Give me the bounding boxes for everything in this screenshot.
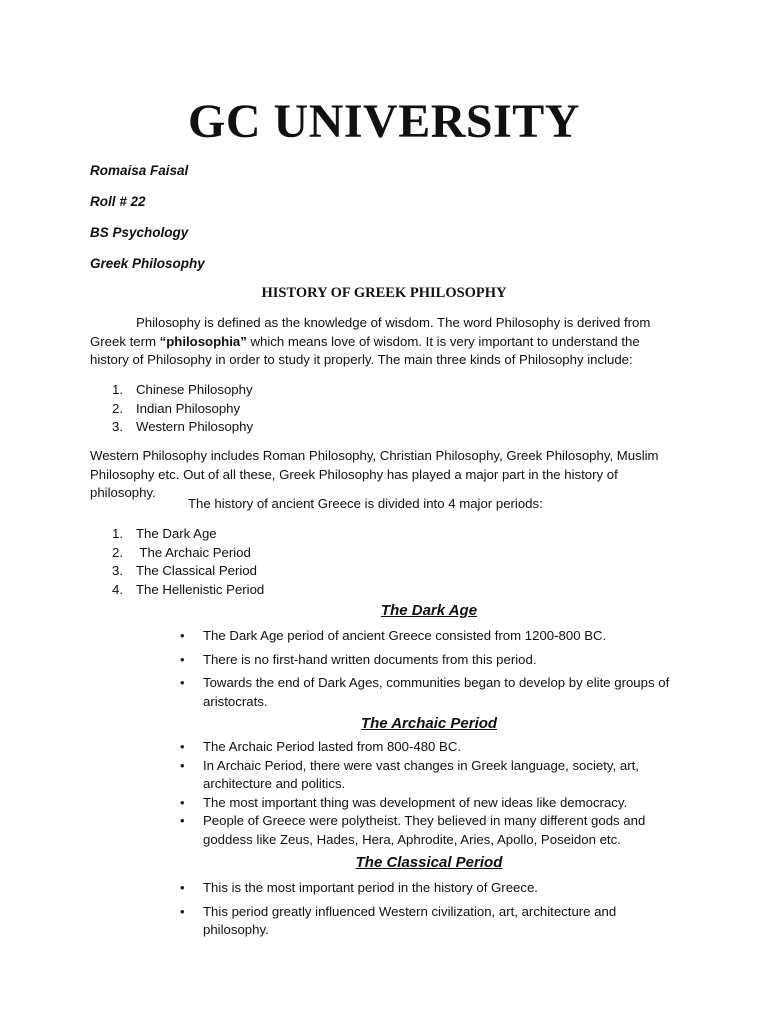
bullet-text: In Archaic Period, there were vast changes in Greek language, society, art, architecture and politics. — [203, 757, 639, 792]
bullet-item — [180, 794, 680, 813]
list-number: 3. — [112, 563, 123, 579]
list-item — [112, 418, 253, 437]
list-number: 2. — [112, 544, 123, 560]
classical-bullets — [180, 879, 680, 940]
bullet-item — [180, 674, 680, 711]
bullet-item — [180, 757, 680, 794]
list-item — [112, 562, 264, 581]
kinds-list — [112, 381, 253, 437]
list-number: 4. — [112, 581, 123, 597]
list-number: 1. — [112, 526, 123, 541]
roll-number: Roll # 22 — [90, 194, 146, 209]
periods-intro: The history of ancient Greece is divided into 4 major periods: — [188, 496, 543, 511]
list-item — [112, 544, 264, 563]
program-name: BS Psychology — [90, 225, 189, 240]
bullet-icon: • — [180, 794, 185, 810]
bullet-icon: • — [180, 675, 185, 691]
list-text: Indian Philosophy — [136, 400, 241, 416]
bullet-text: This period greatly influenced Western civilization, art, architecture and philosophy. — [203, 903, 617, 938]
course-name: Greek Philosophy — [90, 256, 205, 271]
bullet-text: The Dark Age period of ancient Greece consisted from 1200-800 BC. — [203, 628, 607, 643]
section-title: HISTORY OF GREEK PHILOSOPHY — [261, 285, 507, 301]
intro-text-b: which means love of wisdom. It is very important to understand the history of Philosophy in order to study it properly. The main three kinds of Philosophy include: — [90, 333, 640, 368]
list-item — [112, 400, 253, 419]
heading-classical-period: The Classical Period — [355, 854, 503, 871]
list-text: The Hellenistic Period — [136, 581, 265, 597]
list-number: 1. — [112, 382, 123, 397]
intro-text-a: Philosophy is defined as the knowledge of wisdom. The word Philosophy is derived from Greek term — [90, 315, 651, 349]
intro-paragraph — [90, 314, 680, 370]
list-number: 2. — [112, 400, 123, 416]
bullet-text: Towards the end of Dark Ages, communities began to develop by elite groups of aristocrats. — [203, 675, 670, 709]
bullet-text: The Archaic Period lasted from 800-480 BC. — [203, 739, 462, 754]
bullet-item — [180, 879, 680, 898]
bullet-item — [180, 812, 680, 849]
list-item — [112, 581, 264, 600]
bullet-icon: • — [180, 813, 185, 829]
archaic-bullets — [180, 738, 680, 850]
list-item — [112, 525, 264, 544]
list-number: 3. — [112, 419, 123, 435]
author-name: Romaisa Faisal — [90, 163, 189, 178]
bullet-item — [180, 903, 680, 940]
bullet-text: This is the most important period in the history of Greece. — [203, 880, 538, 895]
bullet-icon: • — [180, 628, 185, 643]
western-paragraph: Western Philosophy includes Roman Philosophy, Christian Philosophy, Greek Philosophy, Muslim Philosophy etc. Out of all these, Greek Philosophy has played a major part in the history of philosophy. — [90, 448, 659, 501]
bullet-item — [180, 627, 680, 646]
list-text: Chinese Philosophy — [136, 382, 253, 397]
heading-dark-age: The Dark Age — [380, 602, 478, 619]
page-title: GC UNIVERSITY — [188, 95, 580, 148]
bullet-icon: • — [180, 651, 185, 667]
dark-age-bullets — [180, 627, 680, 711]
periods-list — [112, 525, 264, 599]
bullet-text: People of Greece were polytheist. They believed in many different gods and goddess like Zeus, Hades, Hera, Aphrodite, Aries, Apollo, Poseidon etc. — [203, 813, 646, 847]
bullet-icon: • — [180, 757, 185, 773]
heading-archaic-period: The Archaic Period — [360, 715, 498, 732]
bullet-text: The most important thing was development of new ideas like democracy. — [203, 794, 628, 810]
bullet-text: There is no first-hand written documents from this period. — [203, 651, 537, 667]
bullet-item — [180, 738, 680, 757]
list-text: The Classical Period — [136, 563, 257, 579]
bullet-item — [180, 651, 680, 670]
list-item — [112, 381, 253, 400]
bullet-icon: • — [180, 903, 185, 919]
bullet-icon: • — [180, 880, 185, 895]
intro-term: “philosophia” — [159, 333, 247, 349]
list-text: Western Philosophy — [136, 419, 254, 435]
list-text: The Dark Age — [136, 526, 217, 541]
bullet-icon: • — [180, 739, 185, 754]
list-text: The Archaic Period — [136, 544, 251, 560]
